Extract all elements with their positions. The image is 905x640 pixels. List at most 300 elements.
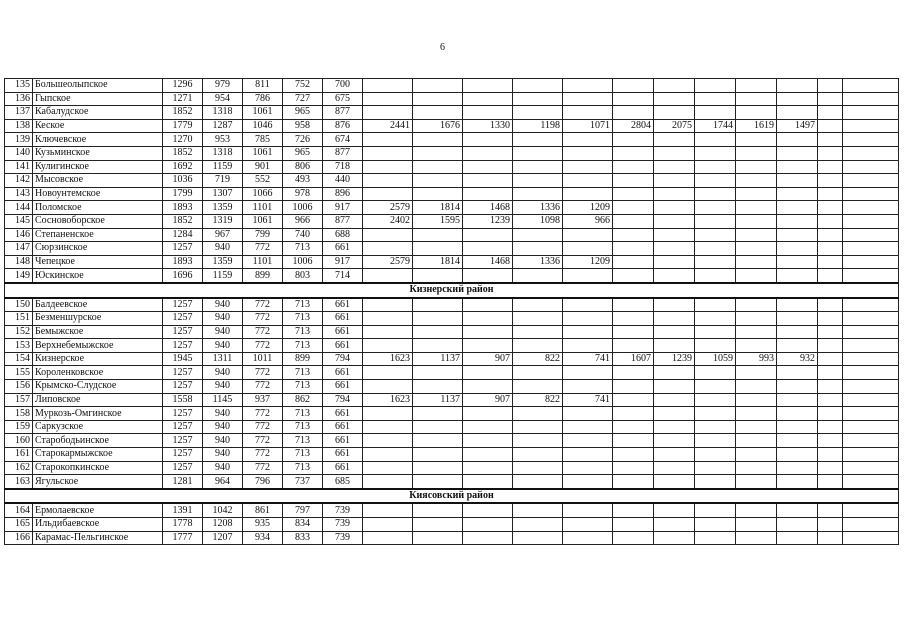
value-cell: 979 — [203, 79, 243, 93]
value-cell — [463, 298, 513, 312]
value-cell — [463, 242, 513, 256]
settlement-name-cell: Большеолыпское — [33, 79, 163, 93]
value-cell — [695, 420, 736, 434]
value-cell — [563, 531, 613, 545]
empty-cell — [818, 531, 843, 545]
value-cell — [777, 448, 818, 462]
value-cell — [413, 228, 463, 242]
value-cell: 1036 — [163, 174, 203, 188]
value-cell: 688 — [323, 228, 363, 242]
value-cell — [563, 420, 613, 434]
row-number-cell: 166 — [5, 531, 33, 545]
value-cell: 737 — [283, 475, 323, 489]
settlement-name-cell: Ягульское — [33, 475, 163, 489]
value-cell: 1257 — [163, 312, 203, 326]
value-cell — [563, 298, 613, 312]
value-cell — [513, 92, 563, 106]
value-cell — [613, 434, 654, 448]
value-cell — [736, 298, 777, 312]
table-row — [5, 393, 899, 407]
value-cell — [413, 146, 463, 160]
settlement-name-cell: Юскинское — [33, 269, 163, 283]
value-cell: 932 — [777, 352, 818, 366]
row-number-cell: 151 — [5, 312, 33, 326]
row-number-cell: 152 — [5, 325, 33, 339]
table-row — [5, 174, 899, 188]
settlement-name-cell: Старободьинское — [33, 434, 163, 448]
row-number-cell: 153 — [5, 339, 33, 353]
empty-cell — [818, 325, 843, 339]
empty-cell — [843, 503, 899, 517]
value-cell: 1098 — [513, 214, 563, 228]
value-cell: 1893 — [163, 255, 203, 269]
settlement-name-cell: Ермолаевское — [33, 503, 163, 517]
value-cell — [736, 434, 777, 448]
value-cell — [736, 79, 777, 93]
value-cell: 953 — [203, 133, 243, 147]
value-cell: 1042 — [203, 503, 243, 517]
value-cell: 713 — [283, 448, 323, 462]
value-cell — [736, 503, 777, 517]
value-cell: 1270 — [163, 133, 203, 147]
value-cell: 740 — [283, 228, 323, 242]
empty-cell — [818, 298, 843, 312]
value-cell — [654, 339, 695, 353]
value-cell: 796 — [243, 475, 283, 489]
value-cell — [563, 339, 613, 353]
value-cell: 1468 — [463, 201, 513, 215]
value-cell: 940 — [203, 448, 243, 462]
value-cell — [363, 174, 413, 188]
value-cell — [777, 133, 818, 147]
value-cell: 1061 — [243, 106, 283, 120]
value-cell — [613, 228, 654, 242]
table-row — [5, 187, 899, 201]
value-cell — [777, 475, 818, 489]
value-cell: 896 — [323, 187, 363, 201]
value-cell: 1359 — [203, 201, 243, 215]
value-cell — [736, 174, 777, 188]
table-row — [5, 312, 899, 326]
value-cell: 1777 — [163, 531, 203, 545]
row-number-cell: 147 — [5, 242, 33, 256]
value-cell — [777, 255, 818, 269]
value-cell — [463, 366, 513, 380]
value-cell — [777, 366, 818, 380]
value-cell — [613, 187, 654, 201]
value-cell: 2402 — [363, 214, 413, 228]
value-cell: 700 — [323, 79, 363, 93]
table-row — [5, 119, 899, 133]
value-cell — [613, 269, 654, 283]
value-cell: 1257 — [163, 407, 203, 421]
value-cell — [513, 461, 563, 475]
value-cell — [363, 133, 413, 147]
value-cell — [463, 434, 513, 448]
value-cell: 1239 — [654, 352, 695, 366]
value-cell: 917 — [323, 201, 363, 215]
value-cell — [563, 92, 613, 106]
value-cell — [777, 214, 818, 228]
value-cell — [463, 380, 513, 394]
value-cell — [654, 461, 695, 475]
value-cell: 1744 — [695, 119, 736, 133]
value-cell — [563, 503, 613, 517]
value-cell: 1307 — [203, 187, 243, 201]
value-cell — [463, 146, 513, 160]
value-cell — [695, 269, 736, 283]
value-cell — [363, 407, 413, 421]
value-cell: 940 — [203, 380, 243, 394]
value-cell — [413, 531, 463, 545]
district-title: Киясовский район — [5, 489, 899, 504]
value-cell: 741 — [563, 352, 613, 366]
value-cell: 940 — [203, 434, 243, 448]
value-cell: 661 — [323, 366, 363, 380]
value-cell — [513, 160, 563, 174]
table-row — [5, 214, 899, 228]
value-cell — [613, 174, 654, 188]
table-row — [5, 380, 899, 394]
value-cell — [513, 242, 563, 256]
row-number-cell: 160 — [5, 434, 33, 448]
value-cell — [613, 312, 654, 326]
empty-cell — [818, 461, 843, 475]
table-row — [5, 503, 899, 517]
empty-cell — [818, 214, 843, 228]
value-cell — [777, 380, 818, 394]
value-cell: 785 — [243, 133, 283, 147]
value-cell — [513, 380, 563, 394]
row-number-cell: 156 — [5, 380, 33, 394]
value-cell: 772 — [243, 407, 283, 421]
empty-cell — [843, 119, 899, 133]
value-cell — [613, 298, 654, 312]
value-cell: 958 — [283, 119, 323, 133]
value-cell: 1257 — [163, 339, 203, 353]
value-cell — [654, 242, 695, 256]
value-cell: 907 — [463, 393, 513, 407]
value-cell: 1318 — [203, 106, 243, 120]
value-cell: 713 — [283, 312, 323, 326]
row-number-cell: 142 — [5, 174, 33, 188]
value-cell — [413, 420, 463, 434]
value-cell — [363, 106, 413, 120]
value-cell — [695, 106, 736, 120]
value-cell — [513, 531, 563, 545]
value-cell — [363, 187, 413, 201]
value-cell: 1330 — [463, 119, 513, 133]
value-cell — [736, 214, 777, 228]
value-cell: 1046 — [243, 119, 283, 133]
value-cell: 934 — [243, 531, 283, 545]
value-cell — [736, 228, 777, 242]
table-row — [5, 298, 899, 312]
value-cell — [563, 269, 613, 283]
value-cell: 661 — [323, 380, 363, 394]
value-cell — [563, 228, 613, 242]
settlement-name-cell: Кабалудское — [33, 106, 163, 120]
value-cell — [613, 79, 654, 93]
value-cell — [613, 531, 654, 545]
district-header-row — [5, 489, 899, 504]
settlement-name-cell: Поломское — [33, 201, 163, 215]
value-cell — [695, 187, 736, 201]
table-row — [5, 448, 899, 462]
value-cell: 1257 — [163, 420, 203, 434]
value-cell — [695, 339, 736, 353]
empty-cell — [818, 133, 843, 147]
value-cell: 2075 — [654, 119, 695, 133]
value-cell: 940 — [203, 407, 243, 421]
value-cell: 713 — [283, 407, 323, 421]
empty-cell — [843, 160, 899, 174]
table-row — [5, 475, 899, 489]
value-cell — [613, 518, 654, 532]
value-cell: 713 — [283, 434, 323, 448]
district-header-row — [5, 283, 899, 298]
value-cell — [654, 79, 695, 93]
row-number-cell: 158 — [5, 407, 33, 421]
value-cell — [463, 339, 513, 353]
value-cell — [463, 531, 513, 545]
value-cell: 772 — [243, 420, 283, 434]
value-cell — [413, 269, 463, 283]
value-cell — [463, 312, 513, 326]
value-cell — [463, 133, 513, 147]
table-row — [5, 434, 899, 448]
value-cell: 1137 — [413, 352, 463, 366]
value-cell: 1311 — [203, 352, 243, 366]
empty-cell — [818, 228, 843, 242]
value-cell: 713 — [283, 339, 323, 353]
empty-cell — [818, 434, 843, 448]
value-cell: 1101 — [243, 201, 283, 215]
value-cell: 940 — [203, 339, 243, 353]
value-cell — [654, 133, 695, 147]
value-cell — [695, 518, 736, 532]
empty-cell — [843, 312, 899, 326]
value-cell: 1208 — [203, 518, 243, 532]
value-cell: 1558 — [163, 393, 203, 407]
value-cell: 661 — [323, 312, 363, 326]
value-cell: 993 — [736, 352, 777, 366]
empty-cell — [843, 255, 899, 269]
value-cell: 772 — [243, 448, 283, 462]
value-cell — [654, 106, 695, 120]
value-cell — [654, 325, 695, 339]
value-cell: 965 — [283, 146, 323, 160]
value-cell: 1137 — [413, 393, 463, 407]
settlement-name-cell: Короленковское — [33, 366, 163, 380]
value-cell: 685 — [323, 475, 363, 489]
value-cell — [513, 475, 563, 489]
empty-cell — [818, 380, 843, 394]
value-cell — [777, 312, 818, 326]
value-cell: 1281 — [163, 475, 203, 489]
value-cell — [695, 146, 736, 160]
value-cell — [613, 448, 654, 462]
settlement-name-cell: Карамас-Пельгинское — [33, 531, 163, 545]
value-cell — [777, 242, 818, 256]
value-cell — [363, 448, 413, 462]
value-cell: 1101 — [243, 255, 283, 269]
settlement-name-cell: Сосновоборское — [33, 214, 163, 228]
settlement-name-cell: Кеское — [33, 119, 163, 133]
settlement-name-cell: Саркузское — [33, 420, 163, 434]
value-cell: 1257 — [163, 366, 203, 380]
settlement-name-cell: Безменшурское — [33, 312, 163, 326]
value-cell — [413, 448, 463, 462]
value-cell: 1676 — [413, 119, 463, 133]
value-cell — [654, 146, 695, 160]
value-cell: 661 — [323, 448, 363, 462]
value-cell — [736, 187, 777, 201]
value-cell — [777, 298, 818, 312]
value-cell: 772 — [243, 434, 283, 448]
value-cell: 1852 — [163, 146, 203, 160]
value-cell — [654, 518, 695, 532]
empty-cell — [843, 214, 899, 228]
value-cell: 954 — [203, 92, 243, 106]
table-row — [5, 92, 899, 106]
value-cell — [513, 298, 563, 312]
value-cell — [777, 420, 818, 434]
value-cell — [736, 106, 777, 120]
value-cell: 1336 — [513, 255, 563, 269]
empty-cell — [818, 201, 843, 215]
value-cell: 772 — [243, 366, 283, 380]
value-cell — [513, 228, 563, 242]
value-cell — [463, 518, 513, 532]
value-cell — [413, 339, 463, 353]
value-cell: 1814 — [413, 201, 463, 215]
empty-cell — [818, 339, 843, 353]
value-cell: 799 — [243, 228, 283, 242]
row-number-cell: 149 — [5, 269, 33, 283]
value-cell — [654, 407, 695, 421]
empty-cell — [818, 146, 843, 160]
value-cell: 772 — [243, 312, 283, 326]
settlement-name-cell: Ключевское — [33, 133, 163, 147]
value-cell — [563, 312, 613, 326]
value-cell — [463, 448, 513, 462]
value-cell — [513, 312, 563, 326]
value-cell — [463, 325, 513, 339]
value-cell — [613, 380, 654, 394]
value-cell: 661 — [323, 242, 363, 256]
value-cell: 966 — [563, 214, 613, 228]
empty-cell — [818, 119, 843, 133]
value-cell: 1145 — [203, 393, 243, 407]
empty-cell — [818, 174, 843, 188]
table-row — [5, 518, 899, 532]
value-cell — [563, 174, 613, 188]
value-cell: 877 — [323, 146, 363, 160]
settlement-name-cell: Бемыжское — [33, 325, 163, 339]
value-cell — [563, 407, 613, 421]
table-row — [5, 531, 899, 545]
value-cell — [695, 503, 736, 517]
value-cell: 661 — [323, 420, 363, 434]
empty-cell — [818, 92, 843, 106]
settlement-name-cell: Степаненское — [33, 228, 163, 242]
value-cell — [654, 393, 695, 407]
value-cell: 1209 — [563, 255, 613, 269]
value-cell — [654, 312, 695, 326]
value-cell — [613, 133, 654, 147]
value-cell: 713 — [283, 420, 323, 434]
row-number-cell: 150 — [5, 298, 33, 312]
value-cell — [777, 393, 818, 407]
empty-cell — [843, 92, 899, 106]
value-cell — [563, 434, 613, 448]
row-number-cell: 141 — [5, 160, 33, 174]
value-cell — [654, 366, 695, 380]
value-cell: 965 — [283, 106, 323, 120]
value-cell — [563, 380, 613, 394]
value-cell: 797 — [283, 503, 323, 517]
value-cell: 1468 — [463, 255, 513, 269]
value-cell — [736, 160, 777, 174]
empty-cell — [843, 174, 899, 188]
empty-cell — [818, 187, 843, 201]
value-cell — [413, 79, 463, 93]
value-cell: 1319 — [203, 214, 243, 228]
value-cell: 1257 — [163, 380, 203, 394]
value-cell: 1799 — [163, 187, 203, 201]
empty-cell — [818, 160, 843, 174]
empty-cell — [843, 133, 899, 147]
value-cell — [413, 366, 463, 380]
table-row — [5, 146, 899, 160]
value-cell — [613, 214, 654, 228]
value-cell — [736, 393, 777, 407]
value-cell: 1071 — [563, 119, 613, 133]
value-cell — [777, 160, 818, 174]
value-cell: 1011 — [243, 352, 283, 366]
value-cell: 1779 — [163, 119, 203, 133]
value-cell — [654, 420, 695, 434]
value-cell: 822 — [513, 393, 563, 407]
table-row — [5, 228, 899, 242]
value-cell: 1318 — [203, 146, 243, 160]
value-cell — [613, 393, 654, 407]
value-cell — [777, 434, 818, 448]
value-cell — [413, 325, 463, 339]
value-cell — [513, 448, 563, 462]
value-cell: 917 — [323, 255, 363, 269]
value-cell — [563, 448, 613, 462]
empty-cell — [843, 146, 899, 160]
value-cell — [777, 228, 818, 242]
value-cell: 739 — [323, 531, 363, 545]
value-cell — [413, 312, 463, 326]
value-cell: 440 — [323, 174, 363, 188]
value-cell — [613, 92, 654, 106]
value-cell — [613, 201, 654, 215]
value-cell — [513, 407, 563, 421]
value-cell: 1619 — [736, 119, 777, 133]
value-cell — [363, 312, 413, 326]
value-cell — [363, 92, 413, 106]
value-cell — [654, 214, 695, 228]
table-row — [5, 106, 899, 120]
value-cell — [363, 366, 413, 380]
value-cell: 713 — [283, 380, 323, 394]
value-cell — [654, 92, 695, 106]
value-cell — [695, 325, 736, 339]
